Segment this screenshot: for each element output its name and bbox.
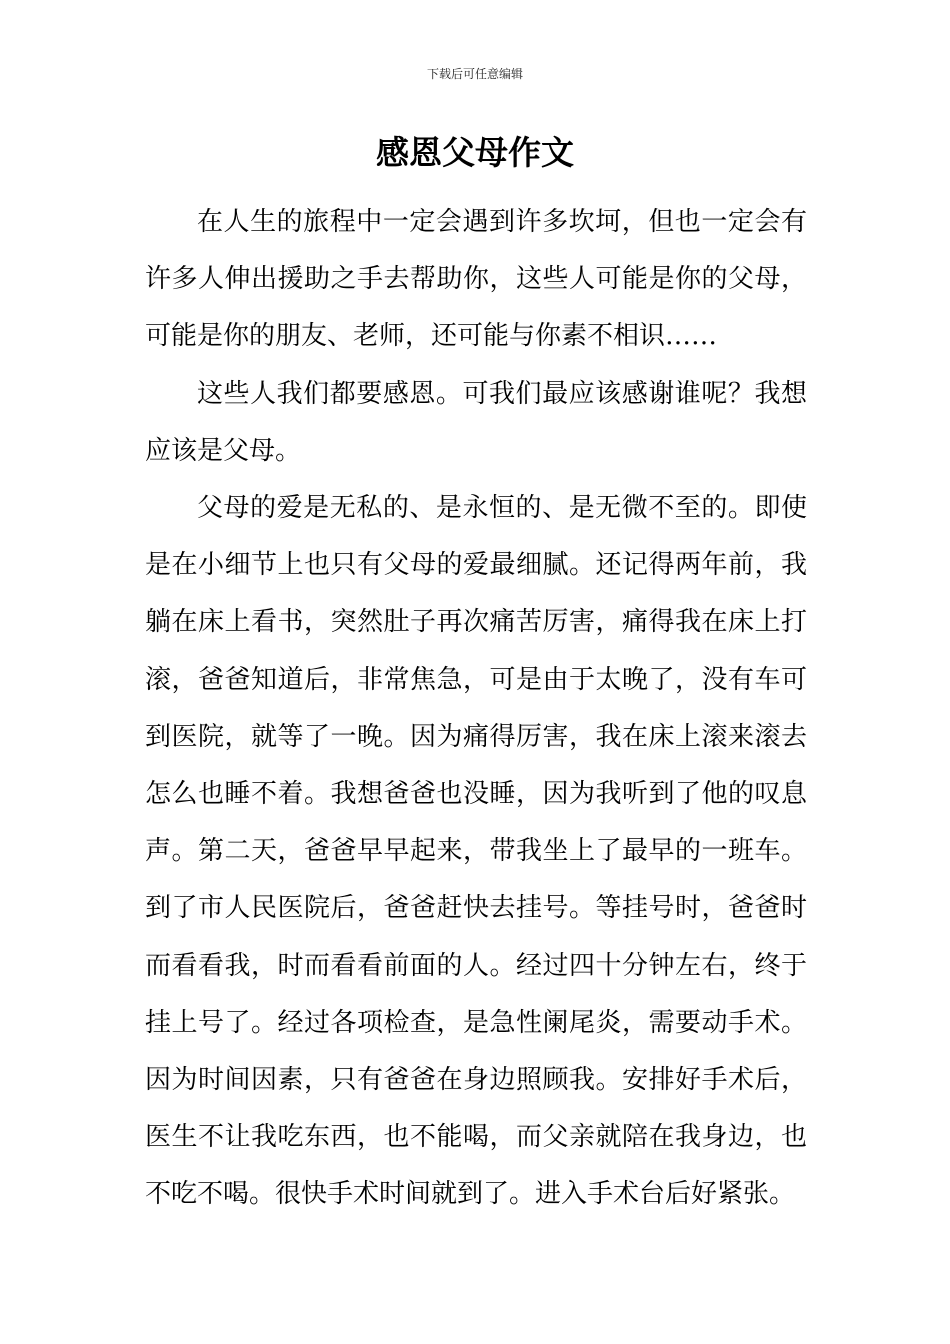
- essay-body: [145, 194, 807, 1224]
- paragraph-2: 这些人我们都要感恩。可我们最应该感谢谁呢？我想应该是父母。: [145, 378, 807, 466]
- paragraph-1: 在人生的旅程中一定会遇到许多坎坷，但也一定会有许多人伸出援助之手去帮助你，这些人可能是你的父母，可能是你的朋友、老师，还可能与你素不相识……: [145, 207, 807, 352]
- paragraph-3: 父母的爱是无私的、是永恒的、是无微不至的。即使是在小细节上也只有父母的爱最细腻。还记得两年前，我躺在床上看书，突然肚子再次痛苦厉害，痛得我在床上打滚，爸爸知道后，非常焦急，可是由于太晚了，没有车可到医院，就等了一晚。因为痛得厉害，我在床上滚来滚去怎么也睡不着。我想爸爸也没睡，因为我听到了他的叹息声。第二天，爸爸早早起来，带我坐上了最早的一班车。到了市人民医院后，爸爸赶快去挂号。等挂号时，爸爸时而看看我，时而看看前面的人。经过四十分钟左右，终于挂上号了。经过各项检查，是急性阑尾炎，需要动手术。因为时间因素，只有爸爸在身边照顾我。安排好手术后，医生不让我吃东西，也不能喝，而父亲就陪在我身边，也不吃不喝。很快手术时间就到了。进入手术台后好紧张。: [145, 493, 807, 1210]
- header-note: 下载后可任意编辑: [426, 67, 523, 81]
- document-title: 感恩父母作文: [376, 133, 574, 172]
